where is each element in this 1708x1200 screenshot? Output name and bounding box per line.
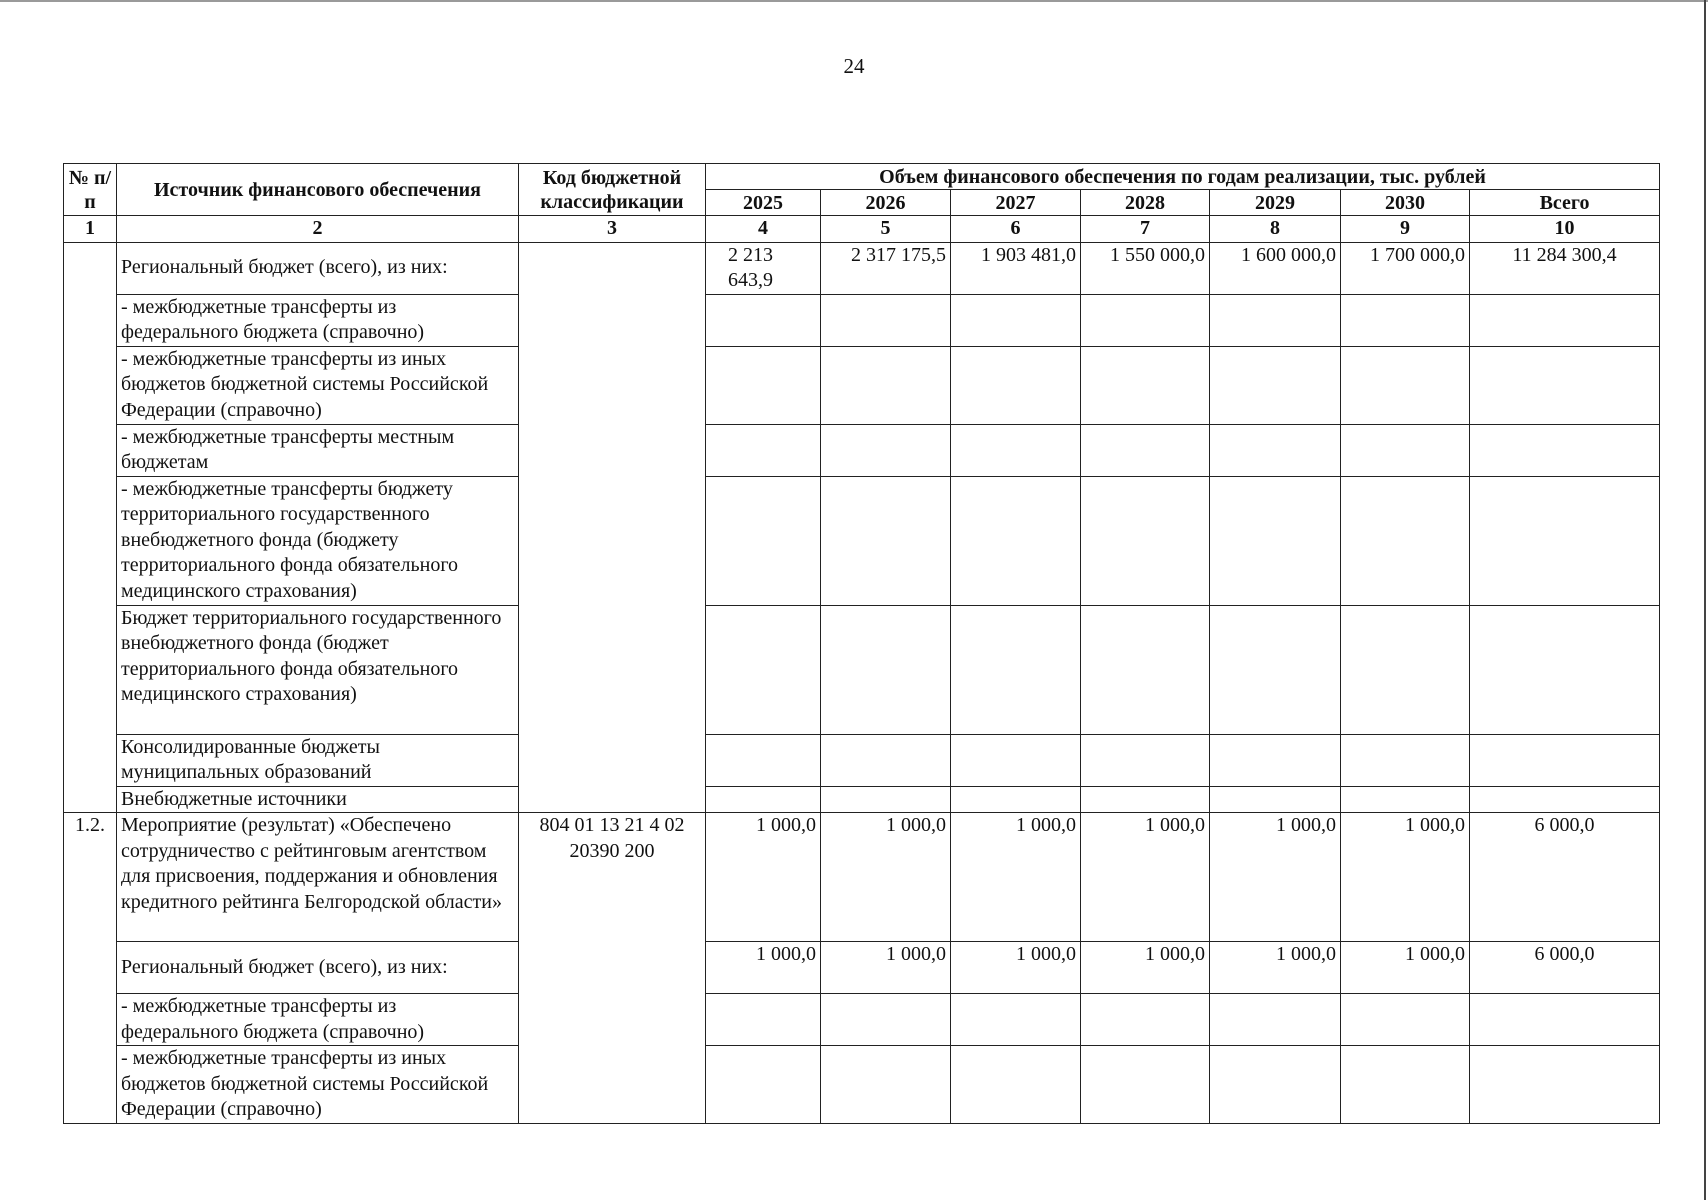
event-code: 804 01 13 21 4 02 20390 200 xyxy=(519,813,706,1124)
value-cell: 1 000,0 xyxy=(821,813,951,942)
table-row xyxy=(64,942,1660,994)
header-year-2027: 2027 xyxy=(951,190,1081,216)
header-total: Всего xyxy=(1470,190,1660,216)
column-index: 1 xyxy=(64,216,117,243)
value-cell: 11 284 300,4 xyxy=(1470,242,1660,294)
event-source: Мероприятие (результат) «Обеспечено сотрудничество с рейтинговым агентством для присвоения, поддержания и обновления кредитного рейтинга Белгородской области» xyxy=(117,813,519,942)
source-cell: - межбюджетные трансферты из федерального бюджета (справочно) xyxy=(117,994,519,1046)
scan-right-edge xyxy=(1704,0,1706,1200)
empty-num-cell xyxy=(64,242,117,813)
column-index: 7 xyxy=(1081,216,1210,243)
value-cell: 1 903 481,0 xyxy=(951,242,1081,294)
value-cell: 2 213 643,9 xyxy=(706,242,821,294)
value-cell: 1 000,0 xyxy=(821,942,951,994)
value-cell: 6 000,0 xyxy=(1470,813,1660,942)
header-num: № п/п xyxy=(64,164,117,216)
value-cell: 1 000,0 xyxy=(1210,942,1341,994)
header-year-2026: 2026 xyxy=(821,190,951,216)
table-row xyxy=(64,242,1660,294)
value-cell: 1 000,0 xyxy=(1081,942,1210,994)
column-index: 6 xyxy=(951,216,1081,243)
table-row xyxy=(64,734,1660,786)
column-index: 2 xyxy=(117,216,519,243)
column-index: 5 xyxy=(821,216,951,243)
source-cell: - межбюджетные трансферты из федерального бюджета (справочно) xyxy=(117,294,519,346)
header-year-2030: 2030 xyxy=(1341,190,1470,216)
source-cell: Консолидированные бюджеты муниципальных образований xyxy=(117,734,519,786)
value-cell: 1 700 000,0 xyxy=(1341,242,1470,294)
table-row xyxy=(64,476,1660,605)
table-row xyxy=(64,786,1660,813)
header-source: Источник финансового обеспечения xyxy=(117,164,519,216)
value-cell: 1 000,0 xyxy=(1341,813,1470,942)
source-cell: Региональный бюджет (всего), из них: xyxy=(117,942,519,994)
event-num: 1.2. xyxy=(64,813,117,1124)
value-cell: 1 000,0 xyxy=(1210,813,1341,942)
header-row-1 xyxy=(64,164,1660,190)
column-index: 9 xyxy=(1341,216,1470,243)
value-cell: 1 550 000,0 xyxy=(1081,242,1210,294)
header-volume: Объем финансового обеспечения по годам реализации, тыс. рублей xyxy=(706,164,1660,190)
source-cell: Внебюджетные источники xyxy=(117,786,519,813)
source-cell: Бюджет территориального государственного внебюджетного фонда (бюджет территориального фонда обязательного медицинского страхования) xyxy=(117,605,519,734)
header-code: Код бюджетной классификации xyxy=(519,164,706,216)
table-row xyxy=(64,605,1660,734)
source-cell: - межбюджетные трансферты из иных бюджетов бюджетной системы Российской Федерации (справочно) xyxy=(117,1046,519,1124)
financing-table xyxy=(63,163,1660,1124)
value-cell: 1 000,0 xyxy=(951,942,1081,994)
event-row xyxy=(64,813,1660,942)
empty-code-cell xyxy=(519,242,706,813)
table-row xyxy=(64,1046,1660,1124)
column-index-row xyxy=(64,216,1660,243)
source-cell: Региональный бюджет (всего), из них: xyxy=(117,242,519,294)
header-year-2029: 2029 xyxy=(1210,190,1341,216)
column-index: 10 xyxy=(1470,216,1660,243)
value-cell: 1 600 000,0 xyxy=(1210,242,1341,294)
value-cell: 1 000,0 xyxy=(1081,813,1210,942)
value-cell: 6 000,0 xyxy=(1470,942,1660,994)
page-number: 24 xyxy=(843,54,865,78)
column-index: 3 xyxy=(519,216,706,243)
value-cell: 2 317 175,5 xyxy=(821,242,951,294)
source-cell: - межбюджетные трансферты бюджету территориального государственного внебюджетного фонда (бюджету территориального фонда обязательного медицинского страхования) xyxy=(117,476,519,605)
table-row xyxy=(64,424,1660,476)
source-cell: - межбюджетные трансферты местным бюджетам xyxy=(117,424,519,476)
value-cell: 1 000,0 xyxy=(706,813,821,942)
scan-top-edge xyxy=(0,0,1708,2)
header-year-2028: 2028 xyxy=(1081,190,1210,216)
table-row xyxy=(64,294,1660,346)
table-row xyxy=(64,994,1660,1046)
header-year-2025: 2025 xyxy=(706,190,821,216)
value-cell: 1 000,0 xyxy=(1341,942,1470,994)
column-index: 4 xyxy=(706,216,821,243)
column-index: 8 xyxy=(1210,216,1341,243)
value-cell: 1 000,0 xyxy=(706,942,821,994)
table-row xyxy=(64,346,1660,424)
value-cell: 1 000,0 xyxy=(951,813,1081,942)
source-cell: - межбюджетные трансферты из иных бюджетов бюджетной системы Российской Федерации (справочно) xyxy=(117,346,519,424)
